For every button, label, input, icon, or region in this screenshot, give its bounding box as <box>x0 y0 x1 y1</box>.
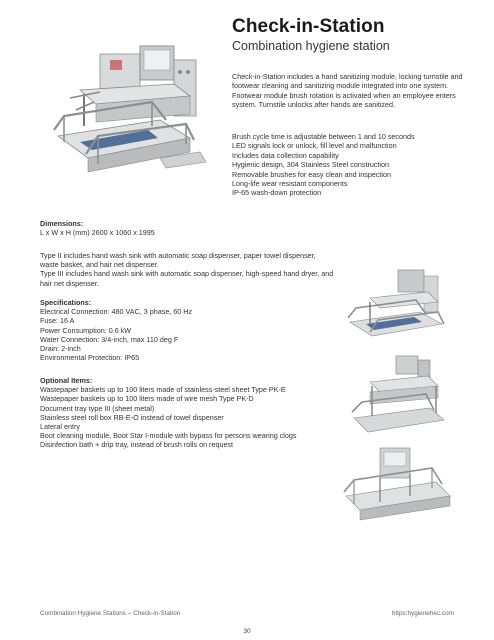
page-title: Check-in-Station <box>232 16 385 37</box>
footer-website-link[interactable]: https:hygienehec.com <box>391 610 454 617</box>
optional-item: Document tray type III (sheet metal) <box>40 403 155 413</box>
spec-item: Environmental Protection: IP65 <box>40 353 140 363</box>
specifications-section <box>40 298 340 362</box>
type-ii-description: Type II includes hand wash sink with automatic soap dispenser, paper towel dispenser, waste basket, and hair net dispenser. <box>40 251 316 270</box>
optional-item: Boot cleaning module, Boot Star I-module with bypass for persons wearing clogs <box>40 431 297 441</box>
optional-items-heading: Optional Items: <box>40 376 93 385</box>
boot-cleaning-station-image <box>340 442 452 528</box>
type-iii-description: Type III includes hand wash sink with automatic soap dispenser, high-speed hand dryer, and hair net dispenser. <box>40 269 334 288</box>
page-subtitle: Combination hygiene station <box>232 39 390 53</box>
dimensions-heading: Dimensions: <box>40 219 84 228</box>
spec-item: Power Consumption: 0.6 kW <box>40 325 132 335</box>
optional-item: Stainless steel roll box RB-E-O instead of towel dispenser <box>40 412 224 422</box>
feature-item: Long-life wear resistant components <box>232 179 348 189</box>
type-ii-station-image <box>340 262 452 348</box>
types-section <box>40 251 335 288</box>
spec-item: Fuse: 16 A <box>40 316 75 326</box>
feature-item: Hygienic design, 304 Stainless Steel construction <box>232 160 390 170</box>
intro-paragraph: Check-in-Station includes a hand sanitizing module, locking turnstile and footwear cleaning and sanitizing module integrated into one system. Footwear module brush rotation is activated when an employee enters system. Turnstile unlocks after hands are sanitized. <box>232 72 463 110</box>
feature-item: Includes data collection capability <box>232 150 339 160</box>
feature-item: Removable brushes for easy clean and inspection <box>232 169 392 179</box>
dimensions-value: L x W x H (mm) 2600 x 1060 x 1995 <box>40 228 155 238</box>
optional-items-list <box>40 385 340 449</box>
feature-item: LED signals lock or unlock, fill level and malfunction <box>232 141 397 151</box>
footer-doc-title: Combination Hygiene Stations – Check-in-Station <box>40 610 181 617</box>
optional-item: Wastepaper baskets up to 100 liters made of wire mesh Type PK-D <box>40 394 254 404</box>
feature-item: Brush cycle time is adjustable between 1 and 10 seconds <box>232 132 415 141</box>
feature-item: IP-65 wash-down protection <box>232 188 322 198</box>
check-in-station-image <box>40 40 206 190</box>
type-iii-station-image <box>340 352 452 438</box>
optional-items-section <box>40 376 340 450</box>
optional-item: Wastepaper baskets up to 100 liters made of stainless-steel sheet Type PK-E <box>40 385 286 395</box>
specifications-heading: Specifications: <box>40 298 92 307</box>
specifications-list <box>40 307 340 362</box>
optional-item: Lateral entry <box>40 422 80 432</box>
spec-item: Electrical Connection: 480 VAC, 3 phase, 60 Hz <box>40 307 193 317</box>
page-number: 30 <box>243 628 251 635</box>
feature-list <box>232 132 477 198</box>
spec-item: Water Connection: 3/4-inch, max 110 deg F <box>40 334 179 344</box>
dimensions-section <box>40 219 340 237</box>
spec-item: Drain: 2-inch <box>40 344 81 354</box>
optional-item: Disinfection bath + drip tray, instead of brush rolls on request <box>40 440 234 450</box>
